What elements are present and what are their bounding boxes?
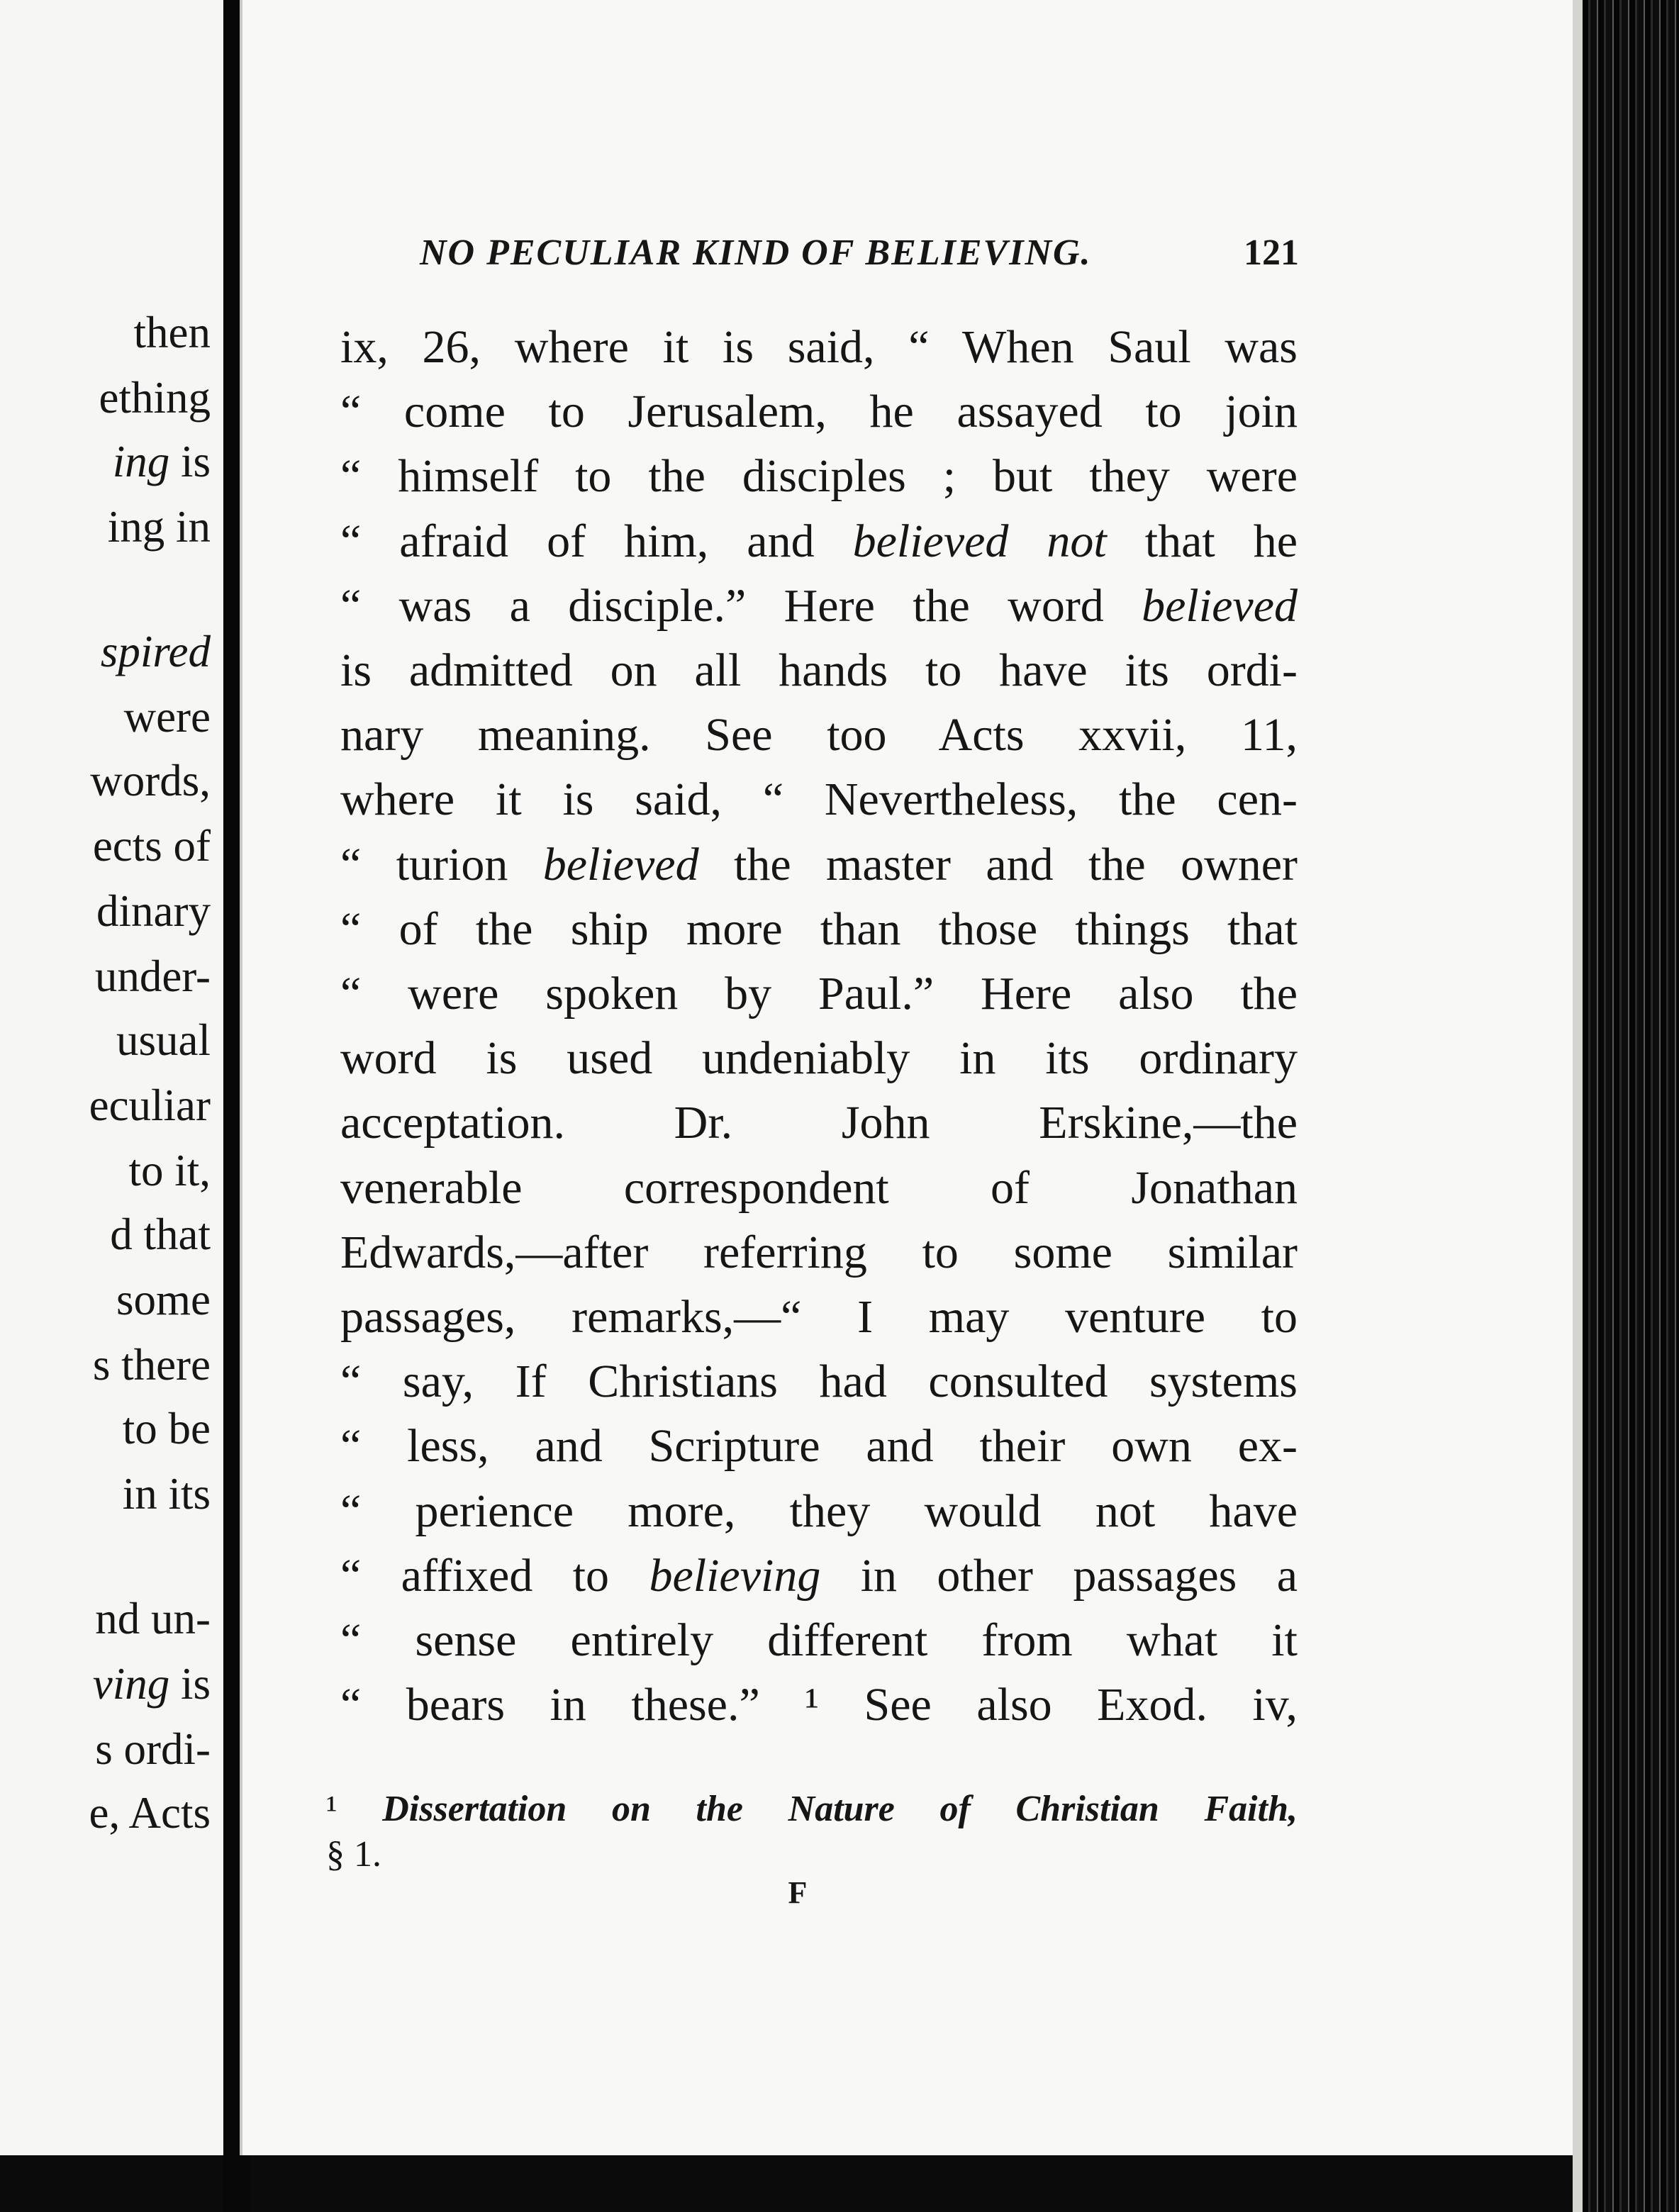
text-line: ix, 26, where it is said, “ When Saul was	[340, 321, 1298, 373]
text-line: is admitted on all hands to have its ordi-	[340, 644, 1298, 696]
facing-page-line: ething	[99, 373, 211, 423]
footnote-marker: ¹	[326, 1789, 338, 1829]
running-head	[420, 228, 1299, 278]
book-block-edges	[1583, 0, 1679, 2212]
text-line: “ bears in these.” ¹ See also Exod. iv,	[340, 1679, 1298, 1731]
italic-word: believed	[1142, 579, 1298, 632]
footnote-title: Dissertation on the Nature of Christian Faith,	[382, 1789, 1298, 1829]
facing-page-line: ects of	[92, 821, 211, 871]
footnote-line	[326, 1787, 1298, 1832]
text-line: where it is said, “ Nevertheless, the cen-	[340, 773, 1298, 826]
facing-page-line: ving is	[92, 1659, 211, 1709]
facing-page-line: e, Acts	[89, 1788, 211, 1838]
facing-page-line: s ordi-	[95, 1724, 211, 1774]
text-line: “ affixed to believing in other passages a	[340, 1549, 1298, 1602]
facing-page-line: to be	[122, 1404, 211, 1453]
footnote-continuation: § 1.	[326, 1834, 381, 1875]
facing-page-fragment	[0, 0, 223, 2155]
text-line: Edwards,—after referring to some similar	[340, 1226, 1298, 1278]
italic-word: believed not	[852, 515, 1107, 567]
facing-page-line: in its	[122, 1469, 211, 1519]
facing-page-line: words,	[90, 756, 211, 805]
facing-page-line: usual	[116, 1015, 211, 1065]
facing-page-line: under-	[94, 951, 211, 1001]
facing-page-line: some	[116, 1275, 211, 1324]
text-line: venerable correspondent of Jonathan	[340, 1161, 1298, 1214]
text-line: “ say, If Christians had consulted systems	[340, 1356, 1298, 1408]
facing-page-line: d that	[110, 1210, 211, 1259]
text-line: “ sense entirely different from what it	[340, 1614, 1298, 1666]
text-line: “ perience more, they would not have	[340, 1485, 1298, 1537]
text-line: “ was a disciple.” Here the word believed	[340, 579, 1298, 632]
text-line: “ afraid of him, and believed not that he	[340, 515, 1298, 567]
page-edge	[1573, 0, 1583, 2212]
facing-page-line: ing in	[107, 502, 211, 552]
italic-word: believed	[542, 838, 699, 890]
facing-page-line: were	[123, 692, 211, 742]
facing-page-line: s there	[92, 1340, 211, 1390]
text-line: “ turion believed the master and the owner	[340, 838, 1298, 890]
facing-page-line: then	[133, 308, 211, 357]
text-line: nary meaning. See too Acts xxvii, 11,	[340, 709, 1298, 761]
signature-mark: F	[788, 1875, 808, 1910]
facing-page-line: eculiar	[89, 1080, 211, 1130]
text-line: “ were spoken by Paul.” Here also the	[340, 968, 1298, 1020]
facing-page-line: nd un-	[95, 1594, 211, 1643]
facing-page-line: dinary	[96, 886, 211, 936]
running-head-title: NO PECULIAR KIND OF BELIEVING.	[420, 233, 1092, 273]
text-line: “ come to Jerusalem, he assayed to join	[340, 386, 1298, 438]
text-line: acceptation. Dr. John Erskine,—the	[340, 1097, 1298, 1149]
facing-page-line: spired	[100, 627, 211, 676]
text-line: “ of the ship more than those things that	[340, 903, 1298, 955]
facing-page-line: to it,	[128, 1146, 211, 1195]
text-line: passages, remarks,—“ I may venture to	[340, 1291, 1298, 1343]
text-line: “ himself to the disciples ; but they were	[340, 450, 1298, 503]
text-line: word is used undeniably in its ordinary	[340, 1032, 1298, 1085]
italic-word: believing	[649, 1549, 821, 1602]
page-number: 121	[1244, 233, 1299, 273]
text-line: “ less, and Scripture and their own ex-	[340, 1420, 1298, 1473]
facing-page-line: ing is	[112, 437, 211, 486]
